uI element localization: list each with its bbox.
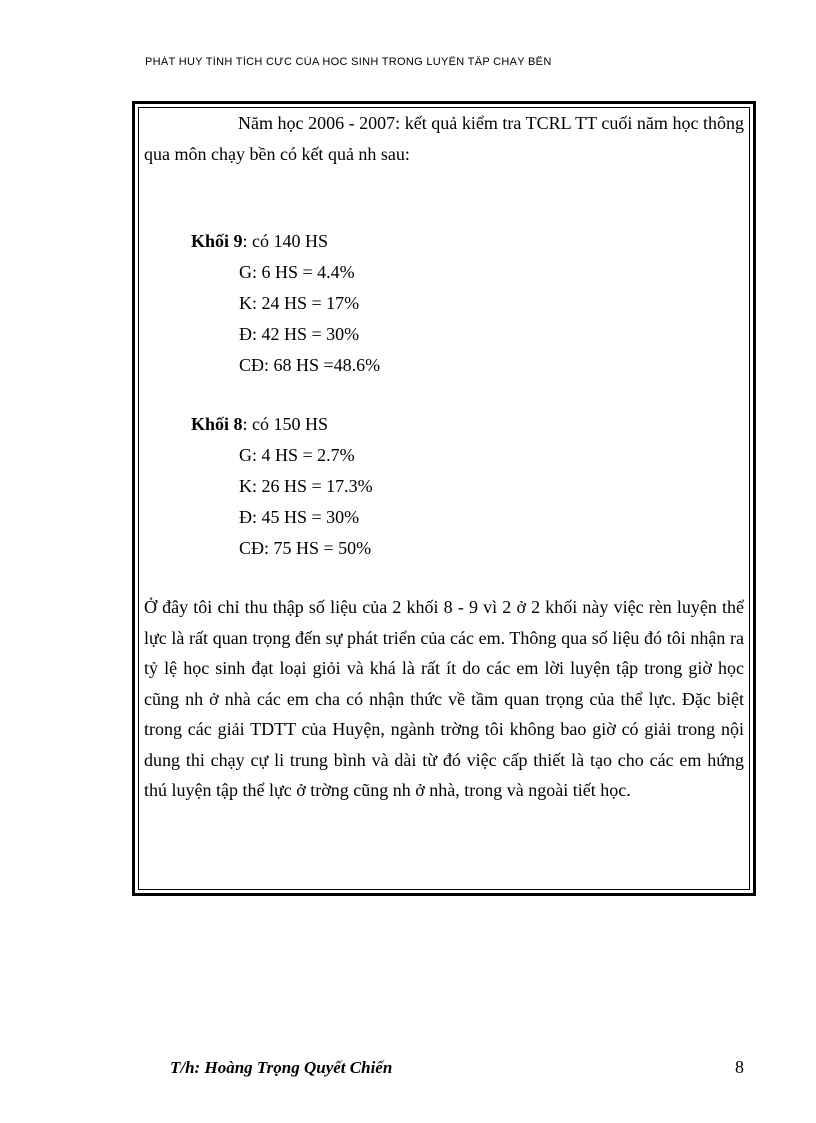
- running-header: PHÁT HUY TÍNH TÍCH CỰC CỦA HỌC SINH TRONG LUYỆN TẬP CHẠY BỀN: [145, 56, 552, 66]
- result-list: [191, 440, 744, 564]
- result-item: Đ: 42 HS = 30%: [239, 324, 360, 344]
- result-item: K: 26 HS = 17.3%: [239, 476, 373, 496]
- page-content: [144, 108, 744, 806]
- result-item: G: 4 HS = 2.7%: [239, 445, 355, 465]
- group-name: Khối 8: [191, 414, 243, 434]
- group-count: : có 150 HS: [242, 414, 329, 434]
- page-number: 8: [735, 1057, 744, 1077]
- grade-8-results: [144, 409, 744, 564]
- result-list: [191, 257, 744, 381]
- group-name: Khối 9: [191, 231, 243, 251]
- group-heading: [191, 409, 744, 440]
- grade-9-results: [144, 226, 744, 381]
- intro-paragraph: Năm học 2006 - 2007: kết quả kiểm tra TCRL TT cuối năm học thông qua môn chạy bền có kết quả nh sau:: [144, 113, 744, 164]
- result-item: K: 24 HS = 17%: [239, 293, 360, 313]
- result-item: CĐ: 75 HS = 50%: [239, 538, 372, 558]
- result-item: CĐ: 68 HS =48.6%: [239, 355, 381, 375]
- result-item: Đ: 45 HS = 30%: [239, 507, 360, 527]
- group-heading: [191, 226, 744, 257]
- analysis-paragraph: Ở đây tôi chỉ thu thập số liệu của 2 khối 8 - 9 vì 2 ở 2 khối này việc rèn luyện thể lực là rất quan trọng đến sự phát triển của các em. Thông qua số liệu đó tôi nhận ra tỷ lệ học sinh đạt loại giỏi và khá là rất ít do các em lời luyện tập trong giờ học cũng nh ở nhà các em cha có nhận thức về tầm quan trọng của thể lực. Đặc biệt trong các giải TDTT của Huyện, ngành trờng tôi không bao giờ có giải trong nội dung thi chạy cự li trung bình và dài từ đó việc cấp thiết là tạo cho các em hứng thú luyện tập thể lực ở trờng cũng nh ở nhà, trong và ngoài tiết học.: [144, 597, 744, 800]
- group-count: : có 140 HS: [242, 231, 329, 251]
- author-signature: T/h: Hoàng Trọng Quyết Chiến: [170, 1058, 393, 1077]
- result-item: G: 6 HS = 4.4%: [239, 262, 355, 282]
